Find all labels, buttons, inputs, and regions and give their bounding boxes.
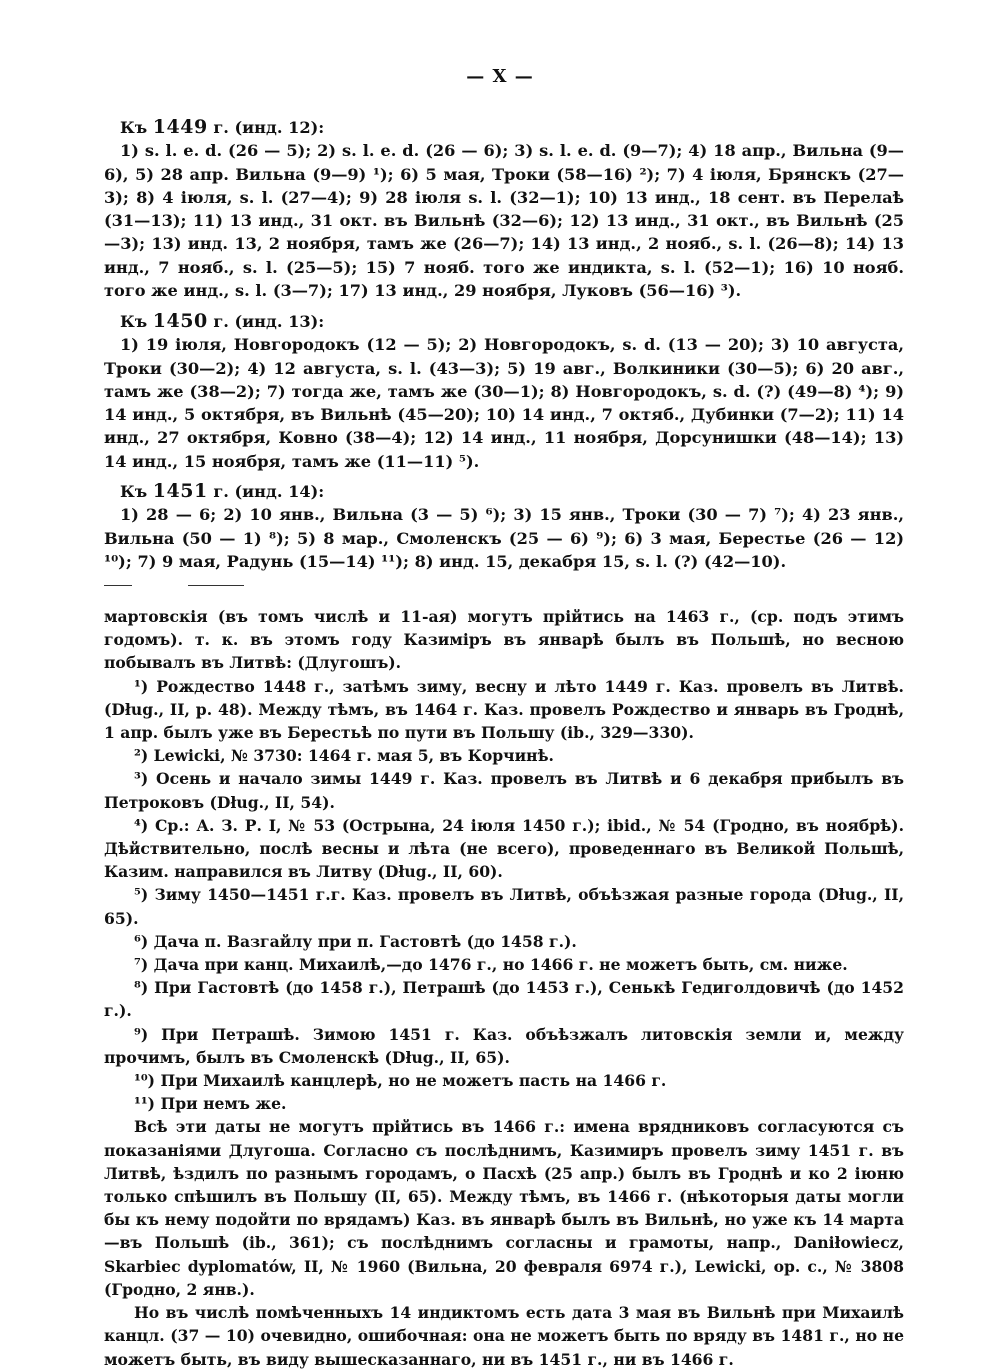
page-folio: — X —: [466, 66, 534, 87]
year-heading: [104, 480, 904, 503]
year-number: 1449: [152, 116, 208, 138]
footnote-7: ⁷) Дача при канц. Михаилѣ,—до 1476 г., но 1466 г. не можетъ быть, см. ниже.: [134, 955, 848, 975]
year-heading: [104, 116, 904, 139]
footnote-separator-short: [104, 585, 132, 586]
footnote-11: ¹¹) При немъ же.: [134, 1094, 287, 1114]
year-number: 1450: [152, 310, 208, 332]
footnote-separator-long: [188, 585, 244, 586]
footnote-1: ¹) Рождество 1448 г., затѣмъ зиму, весну и лѣто 1449 г. Каз. провелъ въ Литвѣ. (Dług., II, p. 48). Между тѣмъ, въ 1464 г. Каз. провелъ Рождество и январь въ Гроднѣ, 1 апр. былъ уже въ Берестьѣ по пути въ Польшу (ib., 329—330).: [104, 676, 904, 743]
footnote-6: ⁶) Дача п. Вазгайлу при п. Гастовтѣ (до 1458 г.).: [134, 931, 577, 951]
year-indiction: г. (инд. 14):: [213, 482, 325, 501]
year-entries: 1) s. l. e. d. (26 — 5); 2) s. l. e. d. (26 — 6); 3) s. l. e. d. (9—7); 4) 18 апр., Вильна (9—6), 5) 28 апр. Вильна (9—9) ¹); 6) 5 мая, Троки (58—16) ²); 7) 4 іюля, Брянскъ (27—3); 8) 4 іюля, s. l. (27—4); 9) 28 іюля s. l. (32—1); 10) 13 инд., 18 сент. въ Перелаѣ (31—13); 11) 13 инд., 31 окт. въ Вильнѣ (32—6); 12) 13 инд., 31 окт., въ Вильнѣ (25—3); 13) инд. 13, 2 ноября, тамъ же (26—7); 14) 13 инд., 2 нояб., s. l. (26—8); 14) 13 инд., 7 нояб., s. l. (25—5); 15) 7 нояб. того же индикта, s. l. (52—1); 16) 10 нояб. того же инд., s. l. (3—7); 17) 13 инд., 29 ноября, Луковъ (56—16) ³).: [104, 141, 904, 301]
year-entries: 1) 28 — 6; 2) 10 янв., Вильна (3 — 5) ⁶); 3) 15 янв., Троки (30 — 7) ⁷); 4) 23 янв., Вильна (50 — 1) ⁸); 5) 8 мар., Смоленскъ (25 — 6) ⁹); 6) 3 мая, Берестье (26 — 12) ¹⁰); 7) 9 мая, Радунь (15—14) ¹¹); 8) инд. 15, декабря 15, s. l. (?) (42—10).: [104, 505, 904, 571]
year-section-1449: [104, 116, 904, 302]
footnote-9: ⁹) При Петрашѣ. Зимою 1451 г. Каз. объѣзжалъ литовскія земли и, между прочимъ, былъ въ Смоленскѣ (Dług., II, 65).: [104, 1024, 904, 1067]
footnote-3: ³) Осень и начало зимы 1449 г. Каз. провелъ въ Литвѣ и 6 декабря прибылъ въ Петроковъ (Dług., II, 54).: [104, 769, 904, 812]
year-indiction: г. (инд. 13):: [213, 312, 325, 331]
footnote-paragraph-1: Всѣ эти даты не могутъ прійтись въ 1466 г.: имена врядниковъ согласуются съ показаніями Длугоша. Согласно съ послѣднимъ, Казимиръ провелъ зиму 1451 г. въ Литвѣ, ѣздилъ по разнымъ городамъ, о Пасхѣ (25 апр.) былъ въ Гроднѣ и ко 2 іюню только спѣшилъ въ Польшу (II, 65). Между тѣмъ, въ 1466 г. (нѣкоторыя даты могли бы къ нему подойти по врядамъ) Каз. въ январѣ былъ въ Вильнѣ, но уже къ 14 марта—въ Польшѣ (ib., 361); съ послѣднимъ согласны и грамоты, напр., Daniłowiecz, Skarbiec dyplomatów, II, № 1960 (Вильна, 20 февраля 6974 г.), Lewicki, op. c., № 3808 (Гродно, 2 янв.).: [104, 1117, 904, 1299]
year-prefix: Къ: [120, 118, 148, 137]
footnote-continuation: мартовскія (въ томъ числѣ и 11-ая) могутъ прійтись на 1463 г., (ср. подъ этимъ годомъ). т. к. въ этомъ году Казиміръ въ январѣ былъ въ Польшѣ, но весною побывалъ въ Литвѣ: (Длугошъ).: [104, 607, 904, 673]
footnote-5: ⁵) Зиму 1450—1451 г.г. Каз. провелъ въ Литвѣ, объѣзжая разные города (Dług., II, 65).: [104, 885, 904, 928]
year-heading: [104, 310, 904, 333]
year-prefix: Къ: [120, 312, 148, 331]
year-section-1451: [104, 480, 904, 573]
year-prefix: Къ: [120, 482, 148, 501]
footnote-8: ⁸) При Гастовтѣ (до 1458 г.), Петрашѣ (до 1453 г.), Сенькѣ Гедиголдовичѣ (до 1452 г.).: [104, 978, 904, 1021]
footnote-paragraph-2: Но въ числѣ помѣченныхъ 14 индиктомъ есть дата 3 мая въ Вильнѣ при Михаилѣ канцл. (37 — 10) очевидно, ошибочная: она не можетъ быть по вряду въ 1481 г., но не можетъ быть, въ виду вышесказаннаго, ни въ 1451 г., ни въ 1466 г.: [104, 1303, 904, 1369]
footnote-10: ¹⁰) При Михаилѣ канцлерѣ, но не можетъ пасть на 1466 г.: [134, 1071, 667, 1091]
year-indiction: г. (инд. 12):: [213, 118, 325, 137]
footnote-2: ²) Lewicki, № 3730: 1464 г. мая 5, въ Корчинѣ.: [134, 746, 554, 766]
footnotes: [104, 605, 904, 1371]
year-section-1450: [104, 310, 904, 473]
year-entries: 1) 19 іюля, Новгородокъ (12 — 5); 2) Новгородокъ, s. d. (13 — 20); 3) 10 августа, Троки (30—2); 4) 12 августа, s. l. (43—3); 5) 19 авг., Волкиники (30—5); 6) 20 авг., тамъ же (38—2); 7) тогда же, тамъ же (30—1); 8) Новгородокъ, s. d. (?) (49—8) ⁴); 9) 14 инд., 5 октября, въ Вильнѣ (45—20); 10) 14 инд., 7 октяб., Дубинки (7—2); 11) 14 инд., 27 октября, Ковно (38—4); 12) 14 инд., 11 ноября, Дорсунишки (48—14); 13) 14 инд., 15 ноября, тамъ же (11—11) ⁵).: [104, 335, 904, 471]
year-number: 1451: [152, 480, 208, 502]
footnote-4: ⁴) Ср.: А. З. Р. I, № 53 (Острына, 24 іюля 1450 г.); ibid., № 54 (Гродно, въ ноябрѣ). Дѣйствительно, послѣ весны и лѣта (не всего), проведеннаго въ Великой Польшѣ, Казим. направился въ Литву (Dług., II, 60).: [104, 815, 904, 882]
